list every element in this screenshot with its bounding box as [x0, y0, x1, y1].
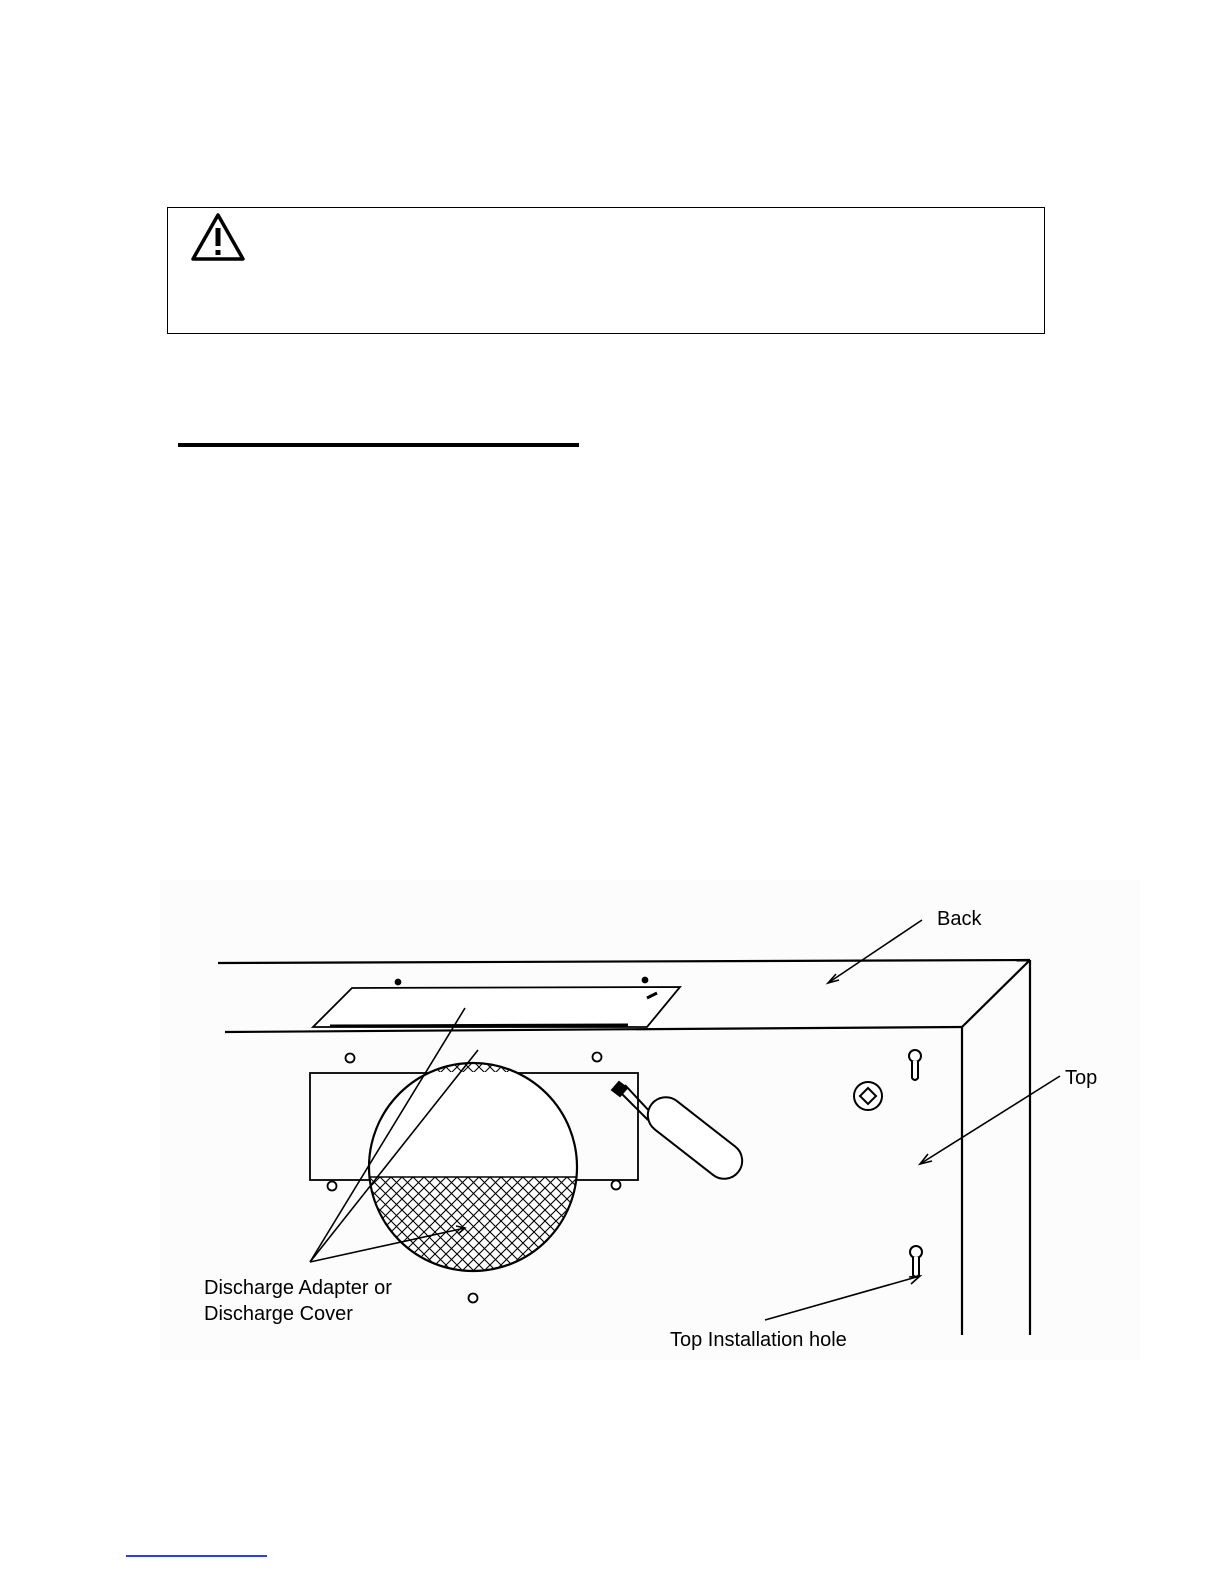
installation-figure: [160, 880, 1140, 1360]
warning-triangle-icon: [190, 212, 246, 262]
discharge-plate: [313, 978, 680, 1028]
footer-link-underline[interactable]: [126, 1555, 267, 1557]
discharge-opening: [369, 1063, 577, 1271]
screwdriver: [612, 1082, 749, 1186]
label-discharge-line1: Discharge Adapter or: [204, 1277, 392, 1299]
label-discharge-line2: Discharge Cover: [204, 1303, 353, 1325]
label-top: Top: [1065, 1067, 1098, 1089]
section-heading-rule: [178, 443, 579, 447]
label-top-installation-hole: Top Installation hole: [670, 1329, 847, 1351]
warning-box: [167, 207, 1045, 334]
mounting-knob: [854, 1082, 882, 1110]
label-back: Back: [937, 908, 982, 930]
